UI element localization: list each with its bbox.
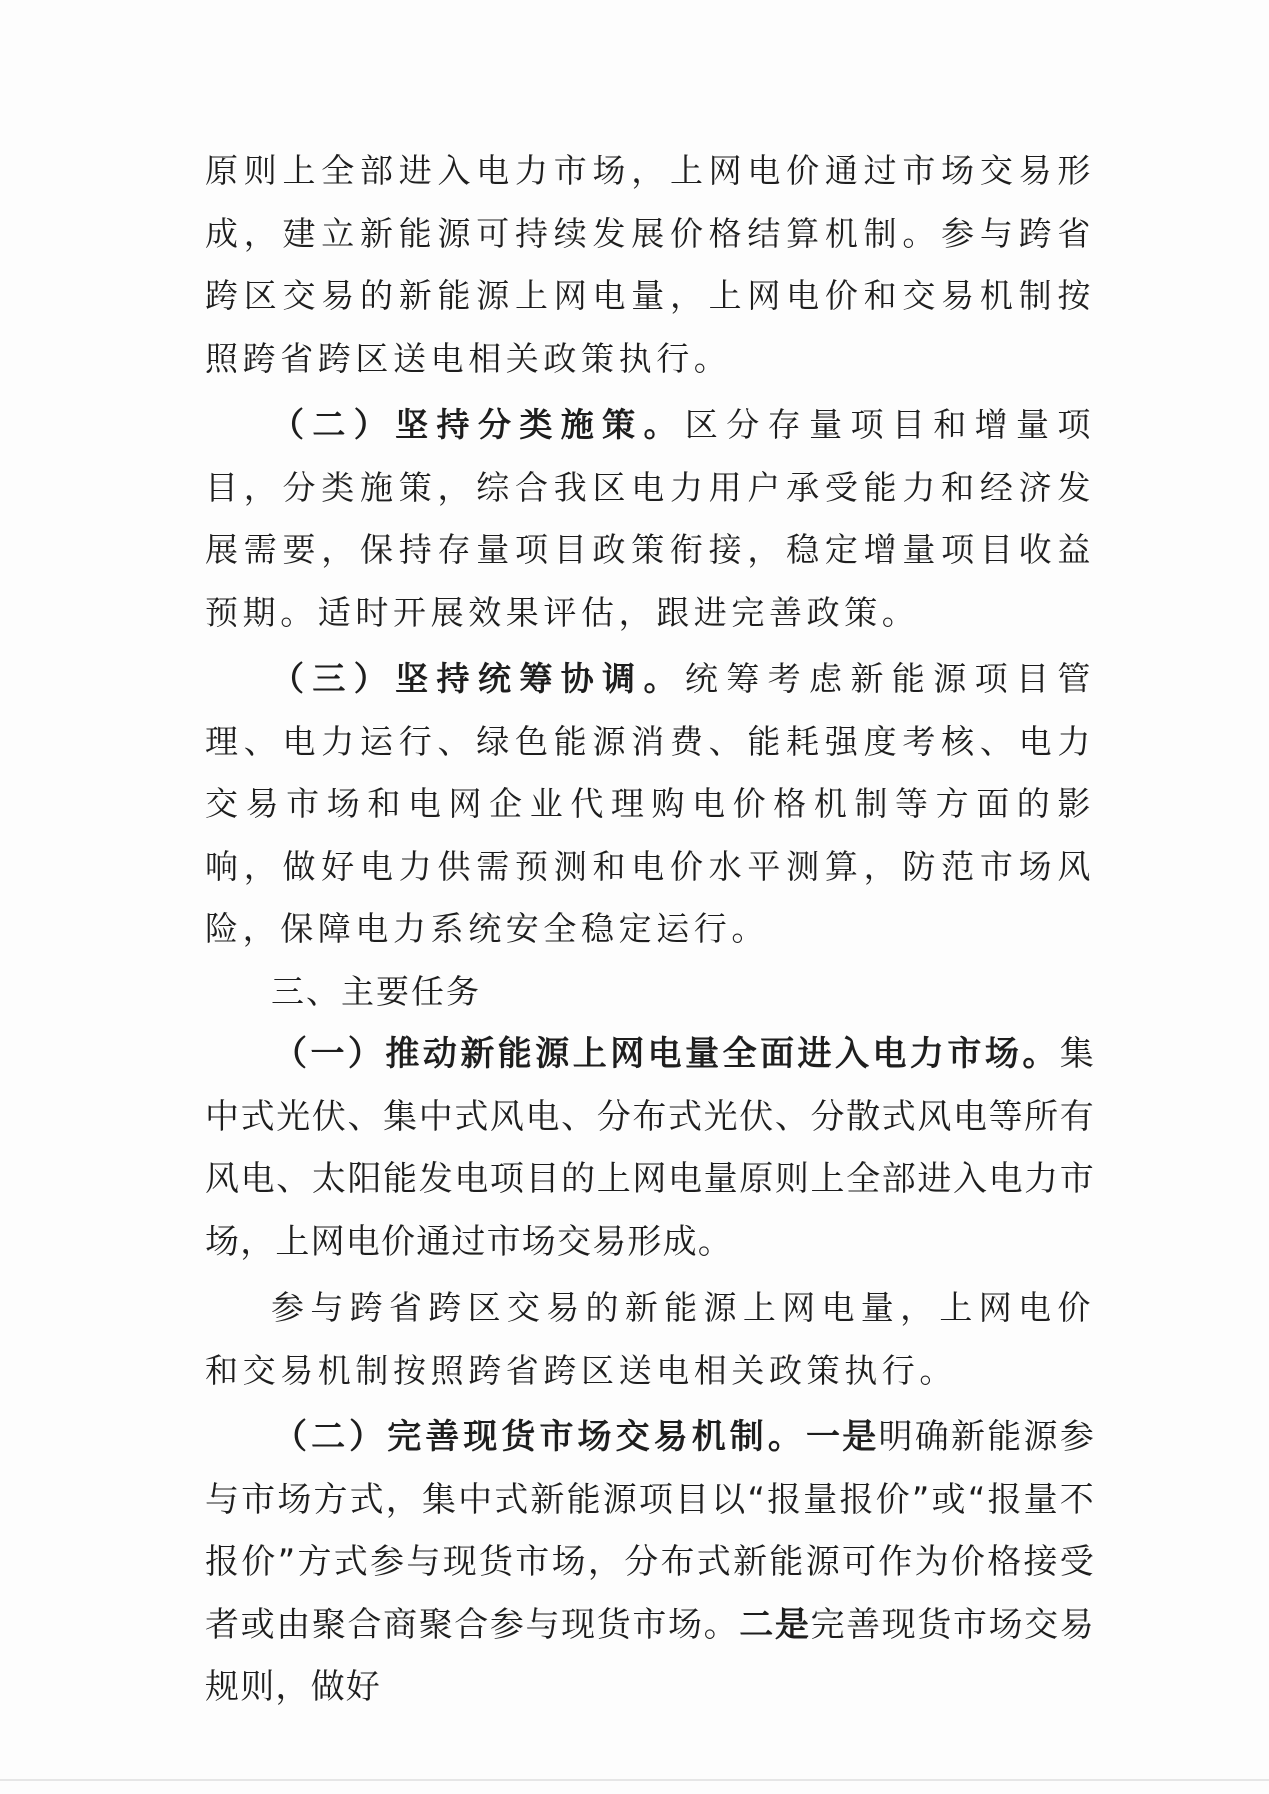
heading-coordination: （三）坚持统筹协调。 [271,659,685,698]
section-title-main-tasks: 三、主要任务 [271,971,481,1011]
text-coordination: 统筹考虑新能源项目管理、电力运行、绿色能源消费、能耗强度考核、电力交易市场和电网企业代理购电价格机制等方面的影响，做好电力供需预测和电价水平测算，防范市场风险，保障电力系统安全稳定运行。 [205,659,1096,948]
paragraph-1: 原则上全部进入电力市场，上网电价通过市场交易形成，建立新能源可持续发展价格结算机制。参与跨省跨区交易的新能源上网电量，上网电价和交易机制按照跨省跨区送电相关政策执行。 [205,151,1095,378]
paragraph-spot-market [205,1406,1095,1719]
paragraph-coordination [205,648,1095,961]
text-classified-policy: 区分存量项目和增量项目，分类施策，综合我区电力用户承受能力和经济发展需要，保持存量项目政策衔接，稳定增量项目收益预期。适时开展效果评估，跟进完善政策。 [205,405,1096,632]
lead-first: 一是 [805,1417,879,1457]
text-market-entry: 集中式光伏、集中式风电、分布式光伏、分散式风电等所有风电、太阳能发电项目的上网电量原则上全部进入电力市场，上网电价通过市场交易形成。 [205,1034,1095,1262]
paragraph-classified-policy [205,394,1095,644]
heading-market-entry: （一）推动新能源上网电量全面进入电力市场。 [273,1034,1060,1074]
paragraph-market-entry [205,1023,1095,1273]
heading-spot-market: （二）完善现货市场交易机制。 [273,1417,806,1457]
scan-edge-line [0,1779,1269,1781]
lead-second: 二是 [739,1604,811,1645]
document-body [205,140,1095,1719]
heading-classified-policy: （二）坚持分类施策。 [271,405,685,444]
text-spot-market-1: 明确新能源参与市场方式，集中式新能源项目以“报量报价”或“报量不报价”方式参与现货市场，分布式新能源可作为价格接受者或由聚合商聚合参与现货市场。 [205,1417,1096,1645]
text-spot-market-2: 完善现货市场交易规则，做好 [205,1604,1095,1707]
paragraph-cross-region: 参与跨省跨区交易的新能源上网电量，上网电价和交易机制按照跨省跨区送电相关政策执行。 [205,1288,1095,1390]
